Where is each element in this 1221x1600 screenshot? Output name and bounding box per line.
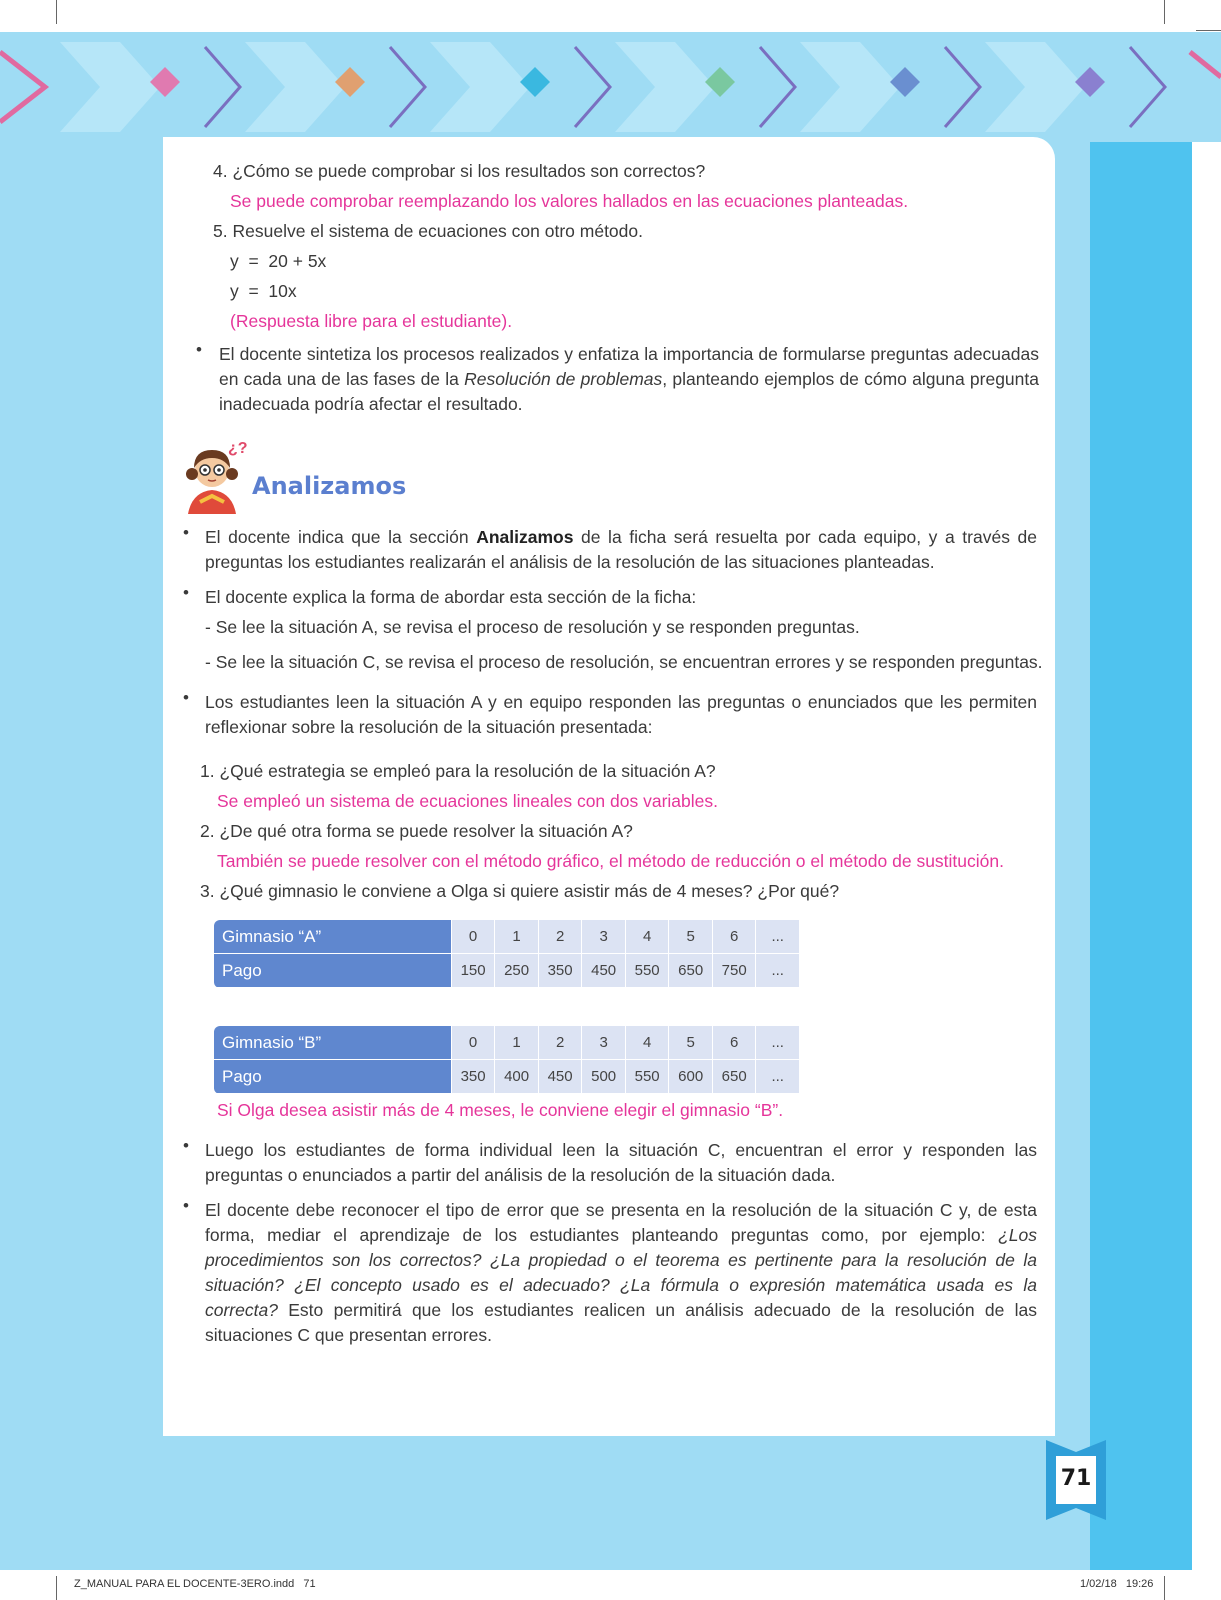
bullet-dot: •	[196, 340, 202, 359]
footer-date: 1/02/18 19:26	[1080, 1578, 1154, 1590]
table-row-months	[214, 1026, 800, 1060]
decorative-banner	[0, 32, 1221, 142]
answer-3: Si Olga desea asistir más de 4 meses, le conviene elegir el gimnasio “B”.	[217, 1100, 784, 1120]
question-5: 5. Resuelve el sistema de ecuaciones con otro método.	[213, 221, 643, 241]
table-row-label: Pago	[214, 1060, 451, 1094]
table-cell: 5	[669, 920, 713, 954]
question-4: 4. ¿Cómo se puede comprobar si los resultados son correctos?	[213, 161, 706, 181]
table-cell: 350	[538, 954, 582, 988]
sub-step-a: - Se lee la situación A, se revisa el proceso de resolución y se responden preguntas.	[205, 617, 860, 637]
question-marks-icon: ¿?	[228, 440, 248, 457]
table-cell: 550	[625, 954, 669, 988]
table-header-label: Gimnasio “B”	[214, 1026, 451, 1060]
table-row-months	[214, 920, 800, 954]
bullet-error-type: El docente debe reconocer el tipo de error que se presenta en la resolución de la situación C y, de esta forma, mediar el aprendizaje de los estudiantes planteando preguntas como, por ejemplo: ¿Los procedimientos son los correctos? ¿La propiedad o el teorema es pertinente para la resolución de la situación? ¿El concepto usado es el adecuado? ¿La fórmula o expresión matemática usada es la correcta? Esto permitirá que los estudiantes realicen un análisis adecuado de la resolución de las situaciones C que presentan errores.	[205, 1200, 1037, 1345]
table-cell: 500	[582, 1060, 626, 1094]
table-cell: 550	[625, 1060, 669, 1094]
table-cell: 0	[451, 1026, 495, 1060]
table-cell: 650	[712, 1060, 756, 1094]
table-cell: 5	[669, 1026, 713, 1060]
question-2: 2. ¿De qué otra forma se puede resolver la situación A?	[200, 821, 633, 841]
bullet-dot: •	[183, 688, 189, 707]
bullet-analizamos: El docente indica que la sección Analizamos de la ficha será resuelta por cada equipo, y a través de preguntas los estudiantes realizarán el análisis de la resolución de las situaciones planteadas.	[205, 527, 1037, 572]
table-cell: 750	[712, 954, 756, 988]
section-title: Analizamos	[252, 472, 407, 500]
crop-mark	[1196, 30, 1221, 31]
answer-4: Se puede comprobar reemplazando los valores hallados en las ecuaciones planteadas.	[230, 191, 909, 211]
bullet-explain: El docente explica la forma de abordar esta sección de la ficha:	[205, 587, 697, 607]
table-cell: 1	[495, 920, 539, 954]
table-cell: 2	[538, 1026, 582, 1060]
table-row-payments	[214, 1060, 800, 1094]
table-cell: 4	[625, 1026, 669, 1060]
table-row-payments	[214, 954, 800, 988]
table-cell: 4	[625, 920, 669, 954]
crop-mark	[1164, 0, 1165, 24]
table-gimnasio-a	[214, 920, 800, 988]
table-gimnasio-b	[214, 1026, 800, 1094]
table-cell: 6	[712, 920, 756, 954]
question-1: 1. ¿Qué estrategia se empleó para la resolución de la situación A?	[200, 761, 716, 781]
table-cell: 650	[669, 954, 713, 988]
table-cell: ...	[756, 1060, 800, 1094]
crop-mark	[56, 1576, 57, 1600]
table-cell: 2	[538, 920, 582, 954]
table-cell: 3	[582, 1026, 626, 1060]
table-header-label: Gimnasio “A”	[214, 920, 451, 954]
crop-mark	[56, 0, 57, 24]
table-cell: ...	[756, 954, 800, 988]
right-color-strip	[1090, 137, 1192, 1570]
table-row-label: Pago	[214, 954, 451, 988]
table-cell: 450	[582, 954, 626, 988]
table-cell: 450	[538, 1060, 582, 1094]
bullet-dot: •	[183, 523, 189, 542]
question-3: 3. ¿Qué gimnasio le conviene a Olga si quiere asistir más de 4 meses? ¿Por qué?	[200, 881, 840, 901]
table-cell: 1	[495, 1026, 539, 1060]
sub-step-c: - Se lee la situación C, se revisa el proceso de resolución, se encuentran errores y se responden preguntas.	[205, 652, 1043, 672]
table-cell: ...	[756, 1026, 800, 1060]
equation-2: y = 10x	[230, 281, 297, 301]
footer-file: Z_MANUAL PARA EL DOCENTE-3ERO.indd 71	[74, 1578, 316, 1590]
table-cell: 350	[451, 1060, 495, 1094]
table-cell: ...	[756, 920, 800, 954]
bullet-dot: •	[183, 1136, 189, 1155]
bullet-students-read: Los estudiantes leen la situación A y en equipo responden las preguntas o enunciados que les permiten reflexionar sobre la resolución de la situación presentada:	[205, 692, 1037, 737]
table-cell: 150	[451, 954, 495, 988]
bullet-dot: •	[183, 583, 189, 602]
bullet-dot: •	[183, 1196, 189, 1215]
table-cell: 6	[712, 1026, 756, 1060]
answer-2: También se puede resolver con el método gráfico, el método de reducción o el método de sustitución.	[217, 851, 1004, 871]
bullet-synthesis: El docente sintetiza los procesos realizados y enfatiza la importancia de formularse preguntas adecuadas en cada una de las fases de la Resolución de problemas, planteando ejemplos de cómo alguna pregunta inadecuada podría afectar el resultado.	[219, 344, 1039, 414]
answer-5: (Respuesta libre para el estudiante).	[230, 311, 513, 331]
equation-1: y = 20 + 5x	[230, 251, 327, 271]
table-cell: 250	[495, 954, 539, 988]
table-cell: 400	[495, 1060, 539, 1094]
table-cell: 3	[582, 920, 626, 954]
table-cell: 600	[669, 1060, 713, 1094]
page-number: 71	[1060, 1466, 1092, 1491]
bullet-situation-c: Luego los estudiantes de forma individual leen la situación C, encuentran el error y responden las preguntas o enunciados a partir del análisis de la resolución de la situación dada.	[205, 1140, 1037, 1185]
crop-mark	[1164, 1576, 1165, 1600]
table-cell: 0	[451, 920, 495, 954]
answer-1: Se empleó un sistema de ecuaciones lineales con dos variables.	[217, 791, 718, 811]
